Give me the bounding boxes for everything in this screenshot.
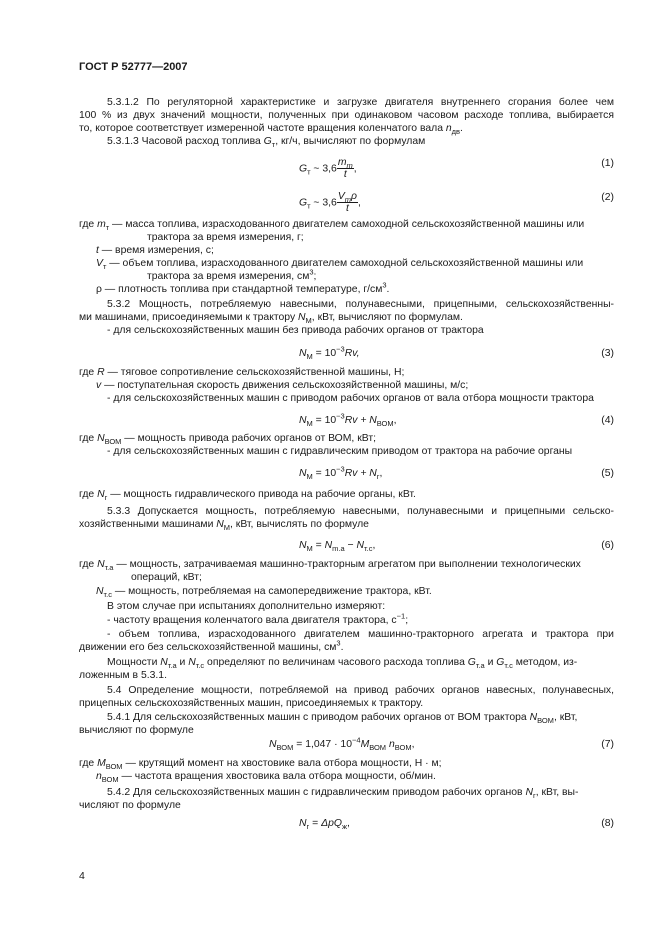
formula-1: $G_т$ ~ 3,6 $\frac{m_т}{t}$ , (1) [299,157,614,180]
paragraph-line: 100 % из двух значений мощности, полученных при одинаковом часовом расходе топлива, выбирается [79,110,614,121]
formula-5: $N_М = 10^{-3}Rv + N_г$, (5) [299,464,614,482]
paragraph-line: ложенным в 5.3.1. [79,670,167,681]
formula-number: (2) [601,192,614,203]
document-header: ГОСТ Р 52777—2007 [79,61,188,73]
paragraph-line: 5.3.1.2 По регуляторной характеристике и загрузке двигателя внутреннего сгорания более чем [107,97,614,108]
formula-number: (6) [601,540,614,551]
definition-line: где $N_{т.а}$ — мощность, затрачиваемая машинно-тракторным агрегатом при выполнении технологических [79,559,581,573]
formula-number: (1) [601,158,614,169]
paragraph-line: 5.4.2 Для сельскохозяйственных машин с гидравлическим приводом рабочих органов $N_г$, кВт, вы- [107,787,579,801]
list-item: - для сельскохозяйственных машин без привода рабочих органов от трактора [107,325,484,336]
definition-line: $V_т$ — объем топлива, израсходованного двигателем самоходной сельскохозяйственной машины или [96,258,584,272]
definition-line: где $m_т$ — масса топлива, израсходованного двигателем самоходной сельскохозяйственной машины или [79,219,585,233]
paragraph-line: движении его без сельскохозяйственной машины, $см^3$. [79,638,344,653]
definition-line: где $N_{ВОМ}$ — мощность привода рабочих органов от ВОМ, кВт; [79,433,376,447]
definition-line: трактора за время измерения, $см^3$; [147,267,317,282]
formula-3: $N_М = 10^{-3}Rv$, (3) [299,344,614,362]
paragraph-line: числяют по формуле [79,800,181,811]
formula-number: (3) [601,348,614,359]
list-item: - для сельскохозяйственных машин с гидравлическим приводом от трактора на рабочие органы [107,446,573,457]
paragraph-line: 5.4.1 Для сельскохозяйственных машин с приводом рабочих органов от ВОМ трактора $N_{ВОМ}$, кВт, [107,712,578,726]
formula-number: (7) [601,739,614,750]
definition-line: v — поступательная скорость движения сельскохозяйственной машины, м/с; [96,380,469,391]
paragraph-line: 5.3.1.3 Часовой расход топлива $G_т$, кг/ч, вычисляют по формулам [107,136,426,150]
paragraph-line: прицепных сельскохозяйственных машин, присоединяемых к трактору. [79,698,424,709]
definition-line: трактора за время измерения, г; [147,232,304,243]
formula-7: $N_{ВОМ} = 1,047 \cdot 10^{-4}М_{ВОМ}$ $n_{ВОМ}$, (7) [269,735,614,753]
list-item: - для сельскохозяйственных машин с приводом рабочих органов от вала отбора мощности трактора [107,393,594,404]
formula-2: $G_т$ ~ 3,6 $\frac{V_т\rho}{t}$ , (2) [299,191,614,214]
formula-number: (8) [601,818,614,829]
definition-line: ρ — плотность топлива при стандартной температуре, $г/см^3$. [96,280,390,295]
paragraph-line: 5.4 Определение мощности, потребляемой на привод рабочих органов навесных, полунавесных, [107,685,614,696]
paragraph-line: то, которое соответствует измеренной частоте вращения коленчатого вала $n_{дв}$. [79,123,463,137]
formula-4: $N_М = 10^{-3}Rv + N_{ВОМ}$, (4) [299,411,614,429]
list-item: - объем топлива, израсходованного двигателем машинно-тракторного агрегата и трактора при [107,629,614,640]
formula-6: $N_М = N_{m.a} - N_{т.с}$, (6) [299,540,614,554]
paragraph-line: ми машинами, присоединяемыми к трактору $N_М$, кВт, вычисляют по формулам. [79,312,463,326]
formula-number: (4) [601,415,614,426]
definition-line: операций, кВт; [131,572,202,583]
paragraph-line: хозяйственными машинами $N_М$, кВт, вычислять по формуле [79,519,369,533]
list-item: - частоту вращения коленчатого вала двигателя трактора, $с^{-1}$; [107,611,409,626]
definition-line: где $N_г$ — мощность гидравлического привода на рабочие органы, кВт. [79,489,416,503]
definition-line: где $М_{ВОМ}$ — крутящий момент на хвостовике вала отбора мощности, Н · м; [79,758,442,772]
definition-line: где R — тяговое сопротивление сельскохозяйственной машины, Н; [79,367,405,378]
paragraph-line: Мощности $N_{т.а}$ и $N_{т.с}$ определяют по величинам часового расхода топлива $G_{т.а}$ и $G_{т.с}$ методом, из- [107,657,578,671]
paragraph-line: 5.3.2 Мощность, потребляемую навесными, полунавесными, прицепными, сельскохозяйственны- [107,299,614,310]
definition-line: t — время измерения, с; [96,245,214,256]
page-number: 4 [79,870,85,882]
definition-line: $n_{ВОМ}$ — частота вращения хвостовика вала отбора мощности, об/мин. [96,771,436,785]
definition-line: $N_{т.с}$ — мощность, потребляемая на самопередвижение трактора, кВт. [96,586,432,600]
formula-8: $N_г = \Delta pQ_ж$, (8) [299,818,614,832]
formula-number: (5) [601,468,614,479]
paragraph-line: вычисляют по формуле [79,725,194,736]
paragraph-line: 5.3.3 Допускается мощность, потребляемую навесными, полунавесными и прицепными сельско- [107,506,614,517]
paragraph-line: В этом случае при испытаниях дополнительно измеряют: [107,601,386,612]
